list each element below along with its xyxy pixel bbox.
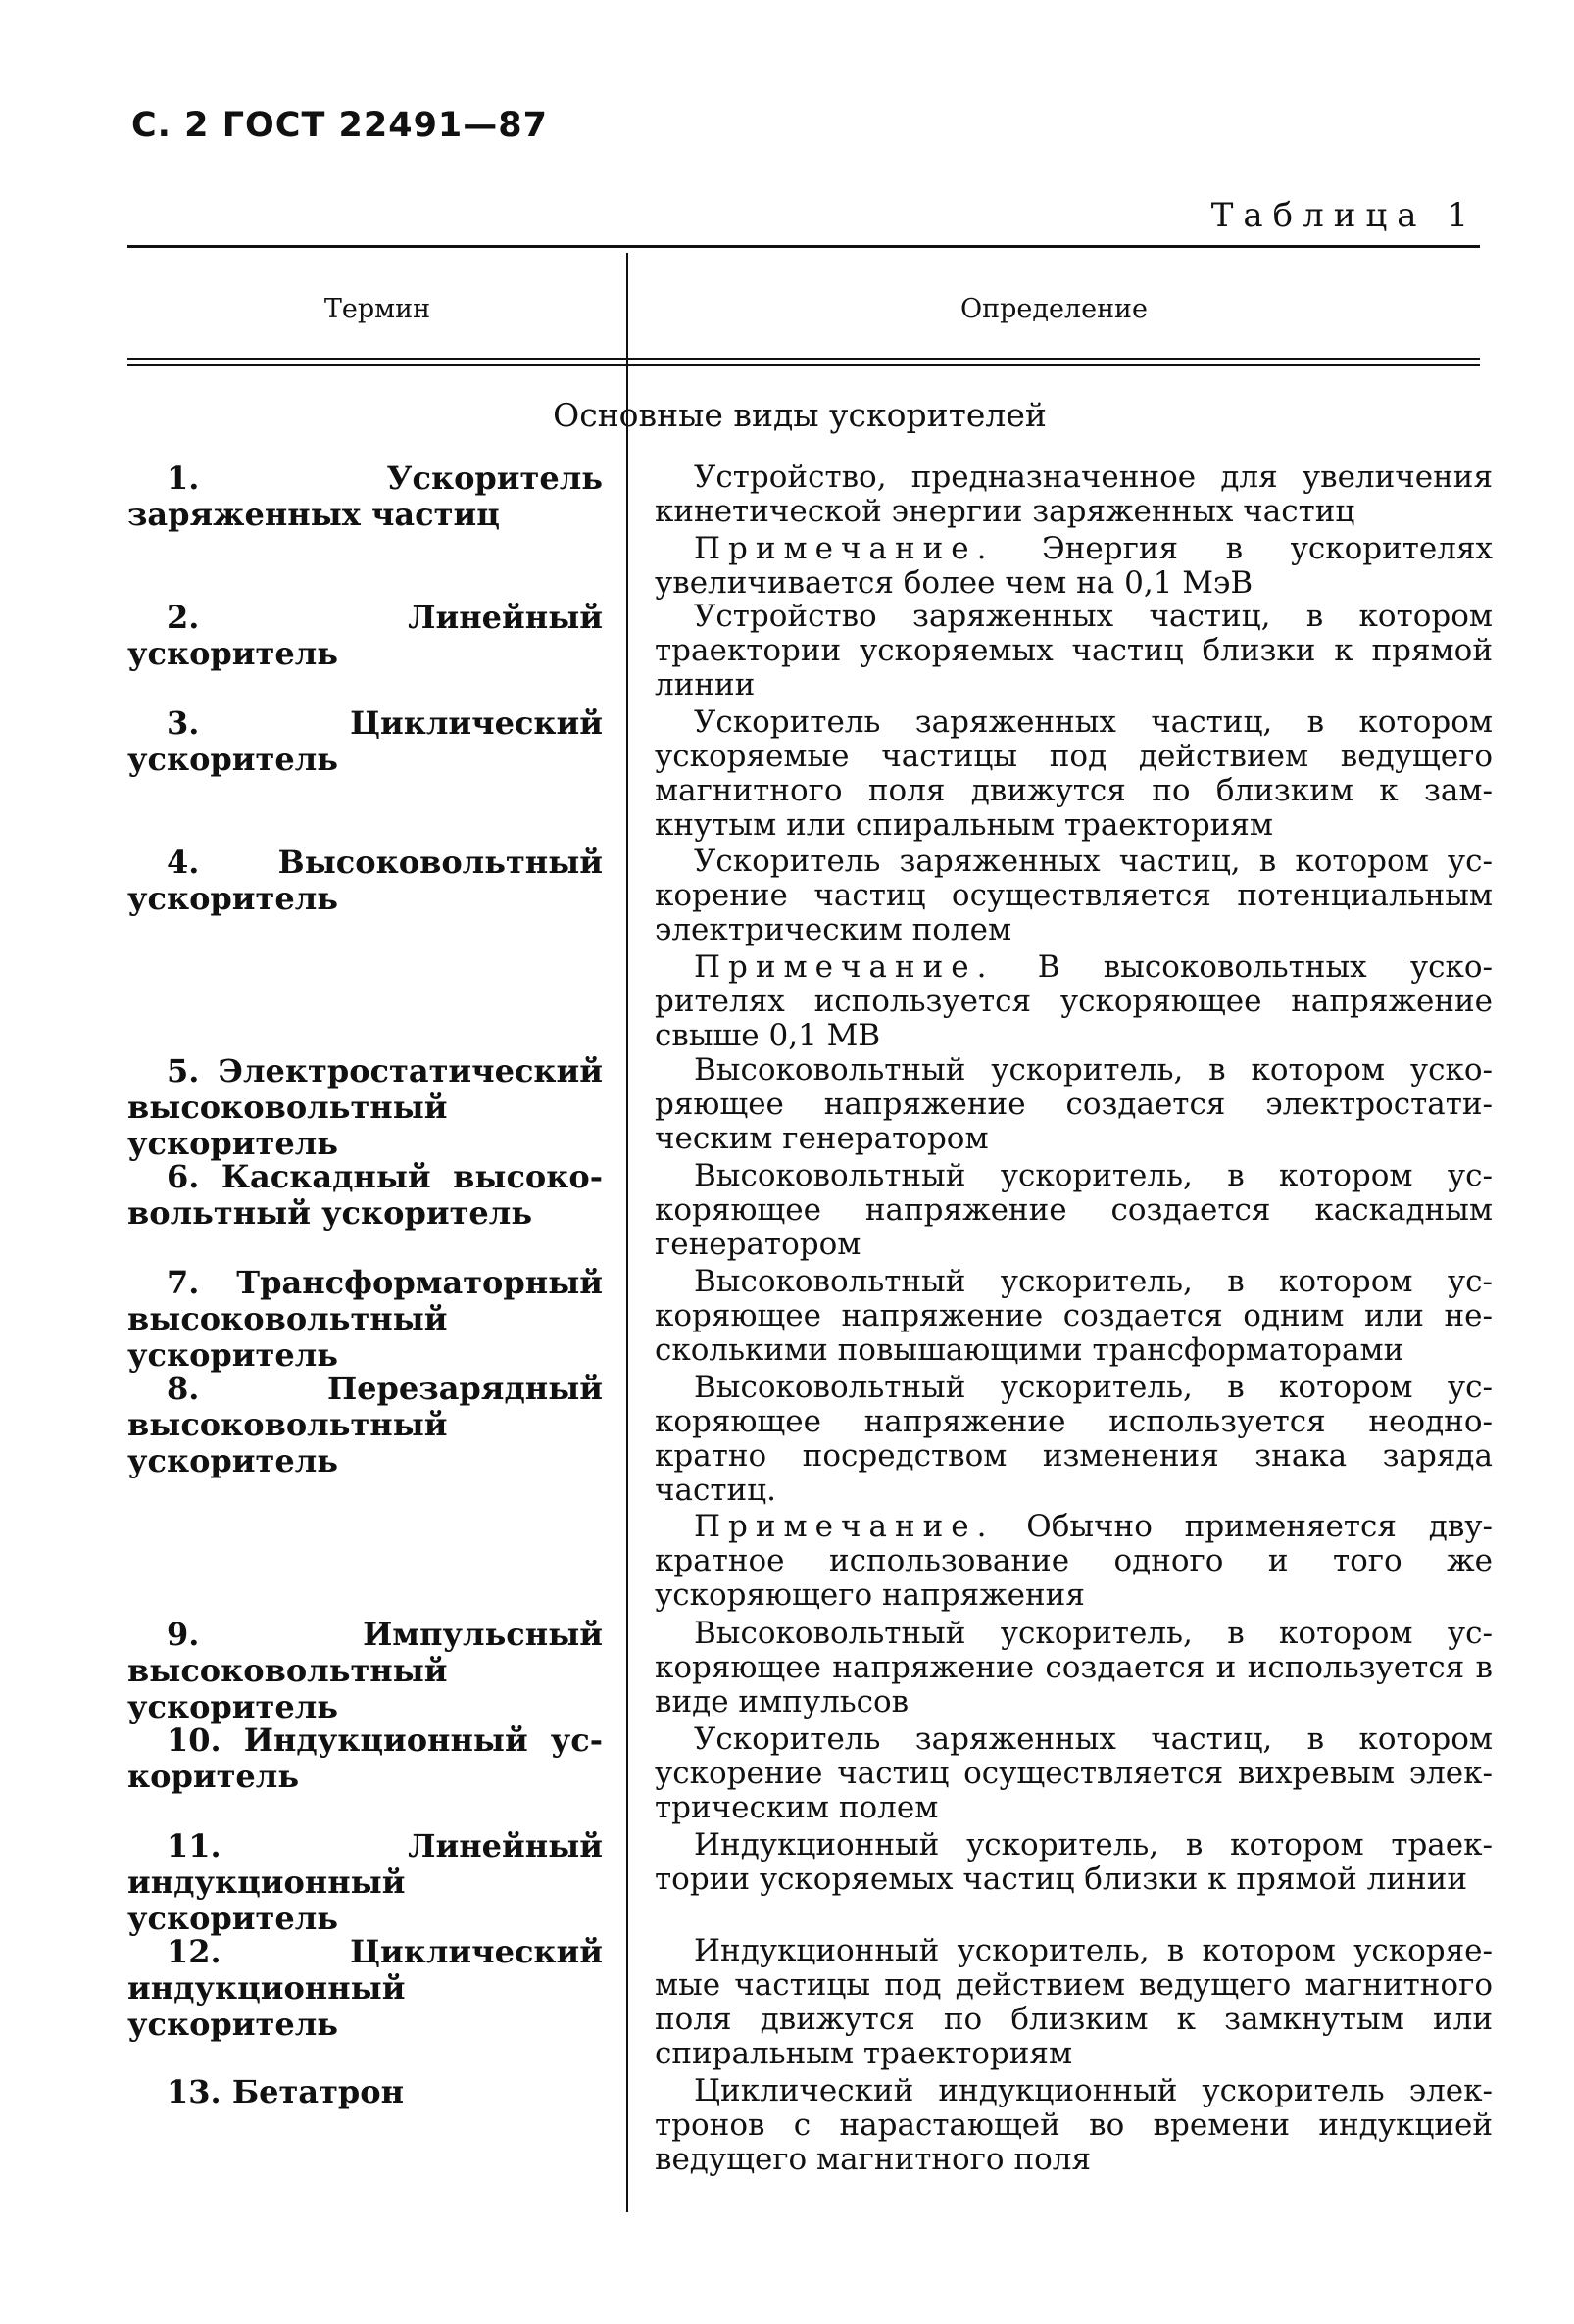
table-top-rule <box>127 245 1480 248</box>
section-title: Основные виды ускорителей <box>553 396 1047 434</box>
definition-10: Ускоритель заряженных частиц, в котором ускорение частиц осуществляется вихревым электрическим полем <box>655 1721 1493 1825</box>
term-11: 11. Линейный индукционный ускоритель <box>127 1827 603 1937</box>
definition-1: Устройство, предназначенное для увеличения кинетической энергии заряженных частиц <box>655 460 1493 529</box>
term-5: 5. Электростатический высоковольтный ускоритель <box>127 1052 603 1162</box>
definition-7: Высоковольтный ускоритель, в котором ускоряющее напряжение создается одним или несколькими повышающими трансформаторами <box>655 1264 1493 1368</box>
column-header-term: Термин <box>323 294 431 324</box>
term-1: 1. Ускоритель заряженных частиц <box>127 460 603 533</box>
term-10: 10. Индукционный ускоритель <box>127 1721 603 1795</box>
definition-13: Циклический индукционный ускоритель электронов с нарастающей во времени индукцией ведущего магнитного поля <box>655 2073 1493 2177</box>
note-1 <box>655 532 1493 601</box>
definition-12: Индукционный ускоритель, в котором ускоряемые частицы под действием ведущего магнитного поля движутся по близким к замкнутым или спиральным траекториям <box>655 1933 1493 2071</box>
note-label: Примечание. <box>694 531 995 566</box>
note-label: Примечание. <box>694 1509 995 1544</box>
table-caption: Таблица 1 <box>1210 196 1478 235</box>
page-header: С. 2 ГОСТ 22491—87 <box>131 106 548 145</box>
note-text: Энергия в ускорителях увеличивается более чем на 0,1 МэВ <box>655 531 1493 601</box>
definition-4: Ускоритель заряженных частиц, в котором ускорение частиц осуществляется потенциальным электрическим полем <box>655 844 1493 947</box>
term-8: 8. Перезарядный высоковольтный ускоритель <box>127 1370 603 1479</box>
header-bottom-rule <box>127 358 1480 360</box>
note-text: Обычно применяется двукратное использование одного и того же ускоряющего напряжения <box>655 1509 1493 1613</box>
definition-3: Ускоритель заряженных частиц, в котором ускоряемые частицы под действием ведущего магнитного поля движутся по близким к замкнутым или спиральным траекториям <box>655 704 1493 843</box>
note-label: Примечание. <box>694 949 995 985</box>
definition-5: Высоковольтный ускоритель, в котором ускоряющее напряжение создается электростатическим генератором <box>655 1052 1493 1156</box>
definition-2: Устройство заряженных частиц, в котором траектории ускоряемых частиц близки к прямой линии <box>655 599 1493 702</box>
header-bottom-rule-2 <box>127 364 1480 366</box>
term-13: 13. Бетатрон <box>167 2073 405 2110</box>
term-6: 6. Каскадный высоковольтный ускоритель <box>127 1158 603 1232</box>
note-text: В высоковольтных ускорителях используется ускоряющее напряжение свыше 0,1 МВ <box>655 949 1493 1053</box>
term-7: 7. Трансформаторный высоковольтный ускоритель <box>127 1264 603 1374</box>
term-12: 12. Циклический индукционный ускоритель <box>127 1933 603 2043</box>
definition-6: Высоковольтный ускоритель, в котором ускоряющее напряжение создается каскадным генератором <box>655 1158 1493 1262</box>
definition-11: Индукционный ускоритель, в котором траектории ускоряемых частиц близки к прямой линии <box>655 1827 1493 1897</box>
note-4 <box>655 950 1493 1053</box>
definition-8: Высоковольтный ускоритель, в котором ускоряющее напряжение используется неоднократно посредством изменения знака заряда частиц. <box>655 1370 1493 1508</box>
column-header-definition: Определение <box>959 294 1149 324</box>
note-8 <box>655 1510 1493 1613</box>
column-divider <box>626 253 628 2212</box>
term-3: 3. Циклический ускоритель <box>127 704 603 778</box>
term-4: 4. Высоковольтный ускоритель <box>127 844 603 917</box>
term-9: 9. Импульсный высоковольтный ускоритель <box>127 1616 603 1725</box>
definition-9: Высоковольтный ускоритель, в котором ускоряющее напряжение создается и используется в виде импульсов <box>655 1616 1493 1719</box>
term-2: 2. Линейный ускоритель <box>127 599 603 672</box>
